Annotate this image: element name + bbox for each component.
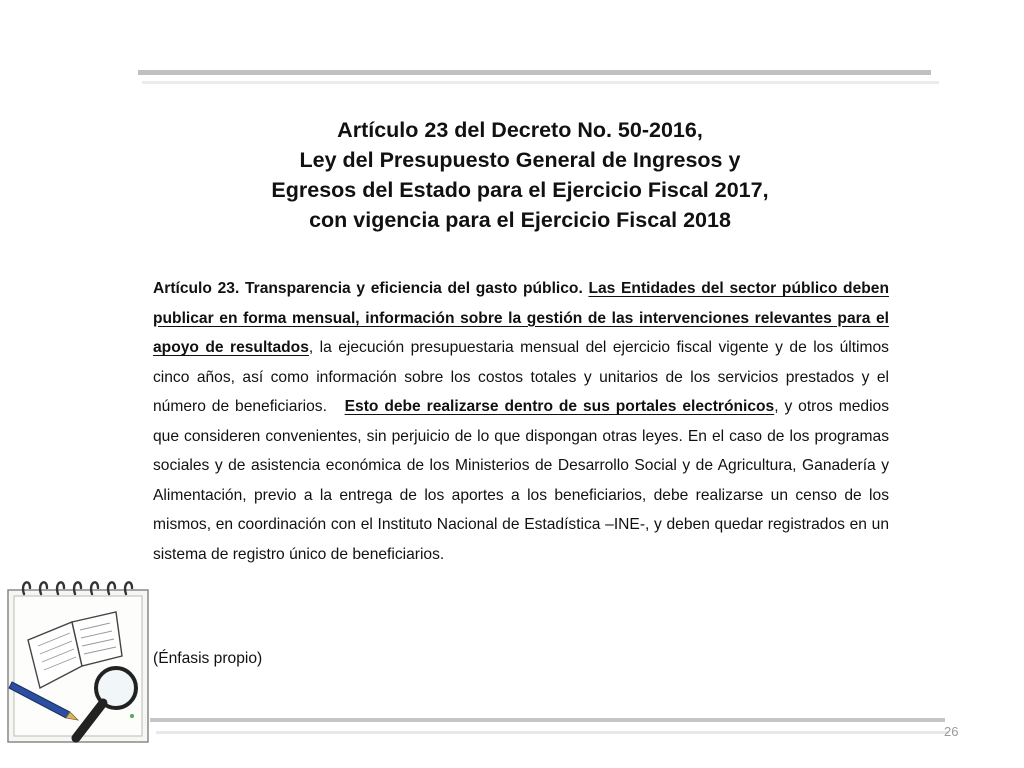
bottom-divider	[150, 718, 945, 722]
emphasis-note: (Énfasis propio)	[153, 650, 263, 667]
article-underlined-1: Las Entidades del sector público deben publicar en forma mensual, información sobre la gestión de las intervenciones relevantes para el apoyo de resultados	[153, 280, 889, 356]
title-line-2: Ley del Presupuesto General de Ingresos y	[299, 148, 741, 172]
article-text-1: , la ejecución presupuestaria mensual del ejercicio fiscal vigente y de los últimos cinco años, así como información sobre los costos totales y unitarios de los servicios prestados y el número de beneficiarios.	[153, 339, 889, 415]
top-divider	[138, 70, 931, 75]
article-lead: Artículo 23. Transparencia y eficiencia del gasto público.	[153, 280, 583, 297]
top-divider-shadow	[142, 81, 939, 84]
article-text-2: , y otros medios que consideren convenientes, sin perjuicio de lo que dispongan otras leyes. En el caso de los programas sociales y de asistencia económica de los Ministerios de Desarrollo Social y de Agricultura, Ganadería y Alimentación, previo a la entrega de los aportes a los beneficiarios, debe realizarse un censo de los mismos, en coordinación con el Instituto Nacional de Estadística –INE-, y deben quedar registrados en un sistema de registro único de beneficiarios.	[153, 398, 889, 563]
bottom-divider-shadow	[156, 731, 949, 734]
article-body	[153, 274, 889, 569]
title-line-3: Egresos del Estado para el Ejercicio Fiscal 2017,	[271, 178, 769, 202]
title-line-4: con vigencia para el Ejercicio Fiscal 2018	[309, 208, 731, 232]
slide-title	[150, 115, 890, 235]
notebook-magnifier-icon	[0, 570, 160, 750]
title-line-1: Artículo 23 del Decreto No. 50-2016,	[337, 118, 703, 142]
article-underlined-2: Esto debe realizarse dentro de sus portales electrónicos	[344, 398, 775, 415]
page-number: 26	[944, 724, 959, 739]
